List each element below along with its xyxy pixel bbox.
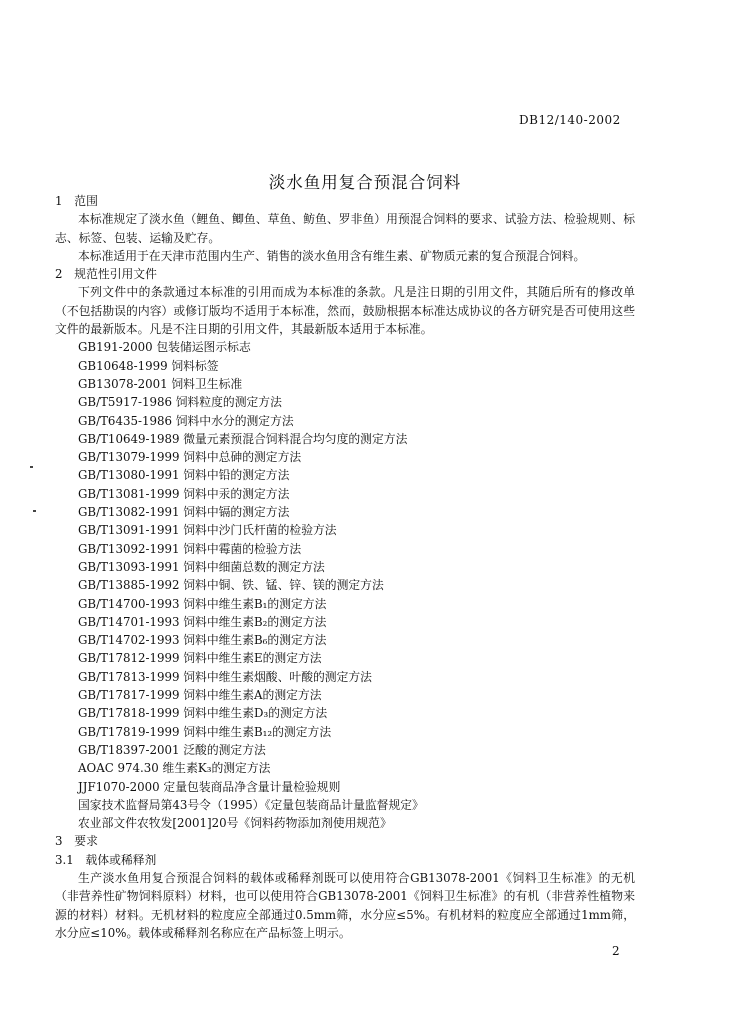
document-body <box>55 192 635 942</box>
scope-paragraph-1: 本标准规定了淡水鱼（鲤鱼、鲫鱼、草鱼、鲂鱼、罗非鱼）用预混合饲料的要求、试验方法、检验规则、标志、标签、包装、运输及贮存。 <box>55 212 635 245</box>
carrier-paragraph: 生产淡水鱼用复合预混合饲料的载体或稀释剂既可以使用符合GB13078-2001《饲料卫生标准》的无机（非营养性矿物饲料原料）材料，也可以使用符合GB13078-2001《饲料卫生标准》的有机（非营养性植物来源的材料）材料。无机材料的粒度应全部通过0.5mm筛，水分应≤5%。有机材料的粒度应全部通过1mm筛，水分应≤10%。载体或稀释剂名称应在产品标签上明示。 <box>55 870 635 940</box>
document-code: DB12/140-2002 <box>519 113 621 127</box>
reference-item: GB/T10649-1989 微量元素预混合饲料混合均匀度的测定方法 <box>78 431 408 446</box>
reference-item: 国家技术监督局第43号令（1995）《定量包装商品计量监督规定》 <box>78 797 424 812</box>
reference-item: GB/T13082-1991 饲料中镉的测定方法 <box>78 505 290 520</box>
reference-item: GB/T17813-1999 饲料中维生素烟酸、叶酸的测定方法 <box>78 669 372 684</box>
section-heading-requirements: 3 要求 <box>55 834 98 849</box>
reference-item: GB13078-2001 饲料卫生标准 <box>78 376 243 391</box>
section-heading-references: 2 规范性引用文件 <box>55 267 157 282</box>
reference-item: GB/T17817-1999 饲料中维生素A的测定方法 <box>78 688 322 703</box>
reference-item: GB/T13093-1991 饲料中细菌总数的测定方法 <box>78 559 325 574</box>
page-number: 2 <box>612 944 620 958</box>
reference-item: JJF1070-2000 定量包装商品净含量计量检验规则 <box>78 779 341 794</box>
reference-item: GB/T13885-1992 饲料中铜、铁、锰、锌、镁的测定方法 <box>78 578 384 593</box>
scope-paragraph-2: 本标准适用于在天津市范围内生产、销售的淡水鱼用含有维生素、矿物质元素的复合预混合饲料。 <box>78 248 586 263</box>
reference-item: GB/T17819-1999 饲料中维生素B₁₂的测定方法 <box>78 724 332 739</box>
reference-item: GB10648-1999 饲料标签 <box>78 358 219 373</box>
reference-item: AOAC 974.30 维生素K₃的测定方法 <box>78 761 271 776</box>
reference-item: GB/T5917-1986 饲料粒度的测定方法 <box>78 395 282 410</box>
reference-item: GB/T13080-1991 饲料中铅的测定方法 <box>78 468 290 483</box>
reference-item: GB191-2000 包装储运图示标志 <box>78 340 251 355</box>
reference-item: GB/T14700-1993 饲料中维生素B₁的测定方法 <box>78 596 327 611</box>
reference-item: GB/T14701-1993 饲料中维生素B₂的测定方法 <box>78 614 327 629</box>
reference-item: GB/T13081-1999 饲料中汞的测定方法 <box>78 486 290 501</box>
reference-item: GB/T6435-1986 饲料中水分的测定方法 <box>78 413 294 428</box>
reference-item: GB/T13092-1991 饲料中霉菌的检验方法 <box>78 541 302 556</box>
scan-speck <box>33 510 36 512</box>
reference-item: 农业部文件农牧发[2001]20号《饲料药物添加剂使用规范》 <box>78 816 392 831</box>
reference-item: GB/T17812-1999 饲料中维生素E的测定方法 <box>78 651 322 666</box>
reference-item: GB/T18397-2001 泛酸的测定方法 <box>78 742 266 757</box>
reference-item: GB/T13079-1999 饲料中总砷的测定方法 <box>78 450 302 465</box>
reference-item: GB/T13091-1991 饲料中沙门氏杆菌的检验方法 <box>78 523 337 538</box>
document-title: 淡水鱼用复合预混合饲料 <box>268 173 462 192</box>
reference-item: GB/T17818-1999 饲料中维生素D₃的测定方法 <box>78 706 328 721</box>
subsection-heading-carrier: 3.1 载体或稀释剂 <box>55 852 157 867</box>
scan-speck <box>30 466 33 468</box>
reference-list <box>55 338 635 832</box>
section-heading-scope: 1 范围 <box>55 194 98 208</box>
reference-item: GB/T14702-1993 饲料中维生素B₆的测定方法 <box>78 633 327 648</box>
references-intro: 下列文件中的条款通过本标准的引用而成为本标准的条款。凡是注日期的引用文件，其随后所有的修改单（不包括勘误的内容）或修订版均不适用于本标准，然而，鼓励根据本标准达成协议的各方研究是否可使用这些文件的最新版本。凡是不注日期的引用文件，其最新版本适用于本标准。 <box>55 285 635 337</box>
